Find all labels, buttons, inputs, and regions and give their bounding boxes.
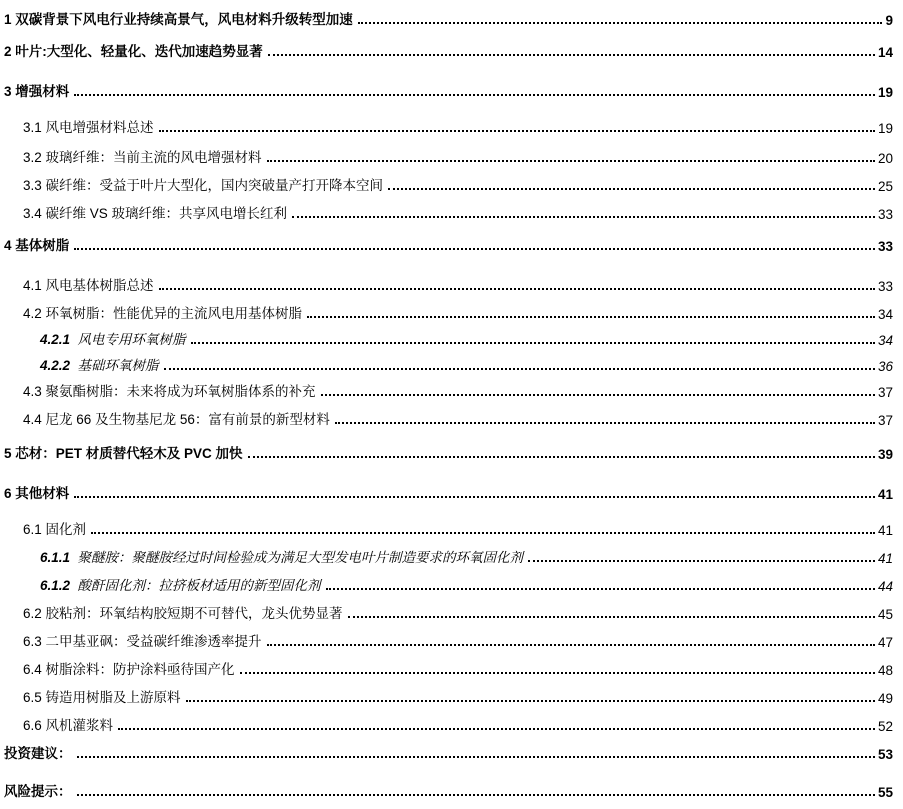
toc-leader-dots <box>307 316 875 318</box>
toc-entry[interactable] <box>0 232 893 254</box>
toc-entry-number: 5 <box>4 446 12 461</box>
toc-entry[interactable] <box>0 712 893 734</box>
toc-entry-text: 碳纤维：受益于叶片大型化，国内突破量产打开降本空间 <box>45 178 384 193</box>
toc-entry-number: 4 <box>4 238 12 253</box>
toc-entry-text: 基础环氧树脂 <box>77 358 159 373</box>
toc-leader-dots <box>268 54 875 56</box>
toc-leader-dots <box>388 188 875 190</box>
toc-entry-title <box>4 80 71 100</box>
toc-entry-title <box>40 574 323 594</box>
toc-entry-number: 3 <box>4 84 12 99</box>
toc-leader-dots <box>528 560 875 562</box>
toc-leader-dots <box>186 700 875 702</box>
toc-entry-text: 二甲基亚砜：受益碳纤维渗透率提升 <box>45 634 262 649</box>
toc-entry-number: 6.5 <box>23 690 42 705</box>
toc-entry-title <box>23 202 289 222</box>
toc-entry-page: 52 <box>877 719 893 734</box>
toc-entry-text: 固化剂 <box>45 522 87 537</box>
toc-entry-page: 41 <box>877 523 893 538</box>
toc-entry-page: 9 <box>885 13 893 28</box>
toc-entry[interactable] <box>0 200 893 222</box>
toc-entry-page: 20 <box>877 151 893 166</box>
toc-entry-text: 玻璃纤维：当前主流的风电增强材料 <box>45 150 262 165</box>
toc-entry-number: 6.1 <box>23 522 42 537</box>
toc-entry-text: 聚醚胺：聚醚胺经过时间检验成为满足大型发电叶片制造要求的环氧固化剂 <box>77 550 524 565</box>
toc-entry-text: 聚氨酯树脂：未来将成为环氧树脂体系的补充 <box>45 384 316 399</box>
toc-entry-page: 45 <box>877 607 893 622</box>
toc-entry[interactable] <box>0 600 893 622</box>
toc-entry-text: 酸酐固化剂：拉挤板材适用的新型固化剂 <box>77 578 321 593</box>
toc-leader-dots <box>74 496 875 498</box>
toc-entry-title <box>23 686 183 706</box>
toc-leader-dots <box>267 160 875 162</box>
toc-leader-dots <box>321 394 875 396</box>
toc-entry[interactable] <box>0 544 893 566</box>
toc-entry-title <box>40 328 188 348</box>
toc-entry-text: 其他材料 <box>15 486 70 501</box>
toc-entry[interactable] <box>0 406 893 428</box>
toc-entry-text: 风电基体树脂总述 <box>45 278 154 293</box>
toc-entry-page: 33 <box>877 279 893 294</box>
toc-entry[interactable] <box>0 778 893 800</box>
toc-entry-title <box>23 116 156 136</box>
toc-entry-text: 芯材：PET 材质替代轻木及 PVC 加快 <box>15 446 243 461</box>
toc-entry-title <box>4 234 71 254</box>
toc-entry-title <box>4 482 71 502</box>
toc-leader-dots <box>77 794 875 796</box>
toc-entry-page: 41 <box>877 487 893 502</box>
toc-entry[interactable] <box>0 572 893 594</box>
toc-entry-title <box>23 174 385 194</box>
toc-entry-number: 2 <box>4 44 12 59</box>
toc-entry-page: 19 <box>877 121 893 136</box>
toc-entry[interactable] <box>0 378 893 400</box>
toc-entry-text: 树脂涂料：防护涂料亟待国产化 <box>45 662 235 677</box>
toc-entry-text: 风电增强材料总述 <box>45 120 154 135</box>
toc-entry[interactable] <box>0 440 893 462</box>
toc-entry-number: 4.1 <box>23 278 42 293</box>
toc-leader-dots <box>292 216 875 218</box>
toc-leader-dots <box>248 456 875 458</box>
toc-entry-title <box>4 442 245 462</box>
toc-entry-number: 3.3 <box>23 178 42 193</box>
toc-entry-text: 碳纤维 VS 玻璃纤维：共享风电增长红利 <box>45 206 288 221</box>
toc-entry-page: 37 <box>877 413 893 428</box>
toc-entry-text: 风电专用环氧树脂 <box>77 332 186 347</box>
toc-entry-text: 双碳背景下风电行业持续高景气，风电材料升级转型加速 <box>15 12 353 27</box>
toc-entry-number: 4.4 <box>23 412 42 427</box>
toc-entry-page: 41 <box>877 551 893 566</box>
toc-entry[interactable] <box>0 6 893 28</box>
toc-entry[interactable] <box>0 38 893 60</box>
toc-entry-title <box>23 658 237 678</box>
toc-entry-number: 3.1 <box>23 120 42 135</box>
toc-leader-dots <box>91 532 875 534</box>
toc-entry-title <box>23 408 332 428</box>
toc-entry-text: 风险提示： <box>4 784 72 799</box>
toc-leader-dots <box>335 422 875 424</box>
toc-leader-dots <box>348 616 875 618</box>
toc-entry-number: 6.1.1 <box>40 550 71 565</box>
toc-entry-number: 6.4 <box>23 662 42 677</box>
toc-entry-page: 19 <box>877 85 893 100</box>
toc-entry-number: 6.3 <box>23 634 42 649</box>
toc-leader-dots <box>74 94 875 96</box>
toc-entry[interactable] <box>0 172 893 194</box>
toc-entry-text: 铸造用树脂及上游原料 <box>45 690 181 705</box>
toc-entry-number: 4.3 <box>23 384 42 399</box>
toc-entry-title <box>4 8 355 28</box>
toc-entry-title <box>4 40 265 60</box>
toc-entry-number: 4.2.2 <box>40 358 71 373</box>
toc-entry-title <box>23 602 345 622</box>
toc-entry[interactable] <box>0 326 893 348</box>
toc-entry[interactable] <box>0 480 893 502</box>
toc-leader-dots <box>358 22 883 24</box>
toc-entry-page: 34 <box>877 307 893 322</box>
toc-leader-dots <box>159 130 875 132</box>
toc-entry-title <box>23 146 264 166</box>
toc-leader-dots <box>326 588 875 590</box>
toc-entry-title <box>23 630 264 650</box>
toc-entry-number: 6 <box>4 486 12 501</box>
toc-entry[interactable] <box>0 272 893 294</box>
toc-entry-page: 14 <box>877 45 893 60</box>
toc-entry[interactable] <box>0 300 893 322</box>
toc-entry-page: 48 <box>877 663 893 678</box>
toc-leader-dots <box>164 368 875 370</box>
toc-entry[interactable] <box>0 684 893 706</box>
toc-entry-text: 环氧树脂：性能优异的主流风电用基体树脂 <box>45 306 303 321</box>
toc-entry-title <box>23 714 115 734</box>
toc-entry-title <box>40 546 525 566</box>
toc-entry-page: 25 <box>877 179 893 194</box>
toc-entry-page: 55 <box>877 785 893 800</box>
toc-entry-number: 1 <box>4 12 12 27</box>
toc-entry-number: 6.2 <box>23 606 42 621</box>
toc-leader-dots <box>118 728 875 730</box>
toc-entry[interactable] <box>0 656 893 678</box>
toc-entry-text: 风机灌浆料 <box>45 718 114 733</box>
toc-entry-text: 投资建议： <box>4 746 72 761</box>
toc-entry[interactable] <box>0 628 893 650</box>
toc-leader-dots <box>240 672 875 674</box>
toc-entry-page: 34 <box>877 333 893 348</box>
toc-leader-dots <box>74 248 875 250</box>
toc-leader-dots <box>77 756 875 758</box>
toc-entry-number: 6.6 <box>23 718 42 733</box>
toc-entry[interactable] <box>0 516 893 538</box>
toc-entry-page: 53 <box>877 747 893 762</box>
toc-leader-dots <box>159 288 875 290</box>
toc-entry-page: 36 <box>877 359 893 374</box>
toc-entry-page: 39 <box>877 447 893 462</box>
toc-entry-page: 37 <box>877 385 893 400</box>
toc-entry[interactable] <box>0 740 893 762</box>
toc-entry-text: 基体树脂 <box>15 238 70 253</box>
toc-entry-title <box>23 274 156 294</box>
toc-entry-text: 尼龙 66 及生物基尼龙 56：富有前景的新型材料 <box>45 412 330 427</box>
toc-entry-number: 4.2.1 <box>40 332 71 347</box>
toc-entry-text: 增强材料 <box>15 84 70 99</box>
toc-entry[interactable] <box>0 144 893 166</box>
toc-leader-dots <box>191 342 875 344</box>
toc-entry-page: 44 <box>877 579 893 594</box>
toc-entry-page: 49 <box>877 691 893 706</box>
toc-leader-dots <box>267 644 875 646</box>
toc-entry-page: 47 <box>877 635 893 650</box>
toc-entry-page: 33 <box>877 239 893 254</box>
toc-entry-page: 33 <box>877 207 893 222</box>
toc-entry-title <box>23 302 304 322</box>
toc-entry[interactable] <box>0 114 893 136</box>
toc-entry-number: 3.2 <box>23 150 42 165</box>
toc-entry-number: 3.4 <box>23 206 42 221</box>
toc-entry[interactable] <box>0 78 893 100</box>
toc-entry-title <box>4 780 74 800</box>
toc-entry-title <box>23 380 318 400</box>
toc-entry-number: 4.2 <box>23 306 42 321</box>
toc-entry-title <box>4 742 74 762</box>
toc-entry-number: 6.1.2 <box>40 578 71 593</box>
toc-entry-text: 胶粘剂：环氧结构胶短期不可替代，龙头优势显著 <box>45 606 343 621</box>
toc-entry-text: 叶片:大型化、轻量化、迭代加速趋势显著 <box>15 44 263 59</box>
toc-entry-title <box>40 354 161 374</box>
toc-entry[interactable] <box>0 352 893 374</box>
toc-entry-title <box>23 518 88 538</box>
